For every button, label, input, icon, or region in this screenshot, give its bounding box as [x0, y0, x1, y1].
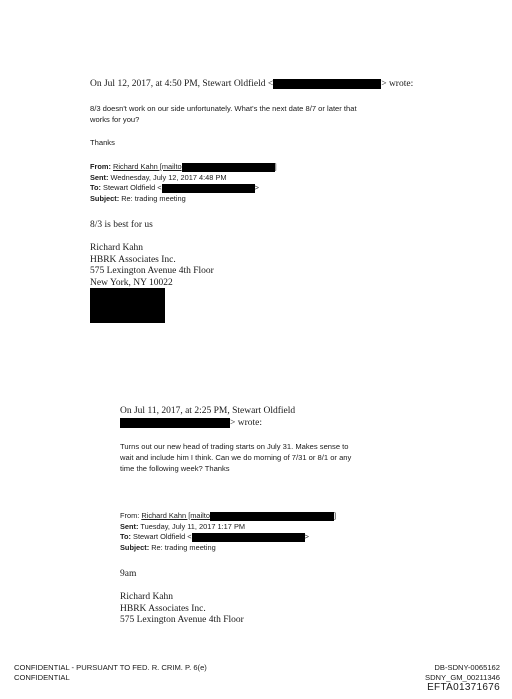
email2-header-block [120, 511, 336, 553]
email1-signature: Richard Kahn HBRK Associates Inc. 575 Lexington Avenue 4th Floor New York, NY 10022 [90, 243, 214, 288]
redaction [192, 533, 305, 542]
email2-subject-line: Subject: Re: trading meeting [120, 542, 216, 552]
email1-from-line: From: Richard Kahn [mailto ] [90, 162, 277, 171]
email1-to-line: To: Stewart Oldfield < > [90, 183, 259, 192]
email1-thanks: Thanks [90, 138, 115, 147]
redaction [182, 163, 275, 172]
email2-signature: Richard Kahn HBRK Associates Inc. 575 Lexington Avenue 4th Floor [120, 592, 244, 625]
email2-to-line: To: Stewart Oldfield < > [120, 532, 309, 541]
email2-quote-line: On Jul 11, 2017, at 2:25 PM, Stewart Oldfield > wrote: [120, 406, 296, 428]
email2-sent-line: Sent: Tuesday, July 11, 2017 1:17 PM [120, 521, 246, 531]
footer-left: CONFIDENTIAL - PURSUANT TO FED. R. CRIM. P. 6(e) CONFIDENTIAL [14, 663, 207, 682]
redaction [90, 288, 165, 323]
email2-body: Turns out our new head of trading starts on July 31. Makes sense to wait and include him I think. Can we do morning of 7/31 or 8/1 or any time the following week? Thanks [120, 442, 352, 473]
bates-number: EFTA01371676 [427, 682, 500, 693]
redaction [162, 184, 255, 193]
redaction [210, 512, 334, 521]
email1-subject-line: Subject: Re: trading meeting [90, 193, 186, 203]
footer-right: DB-SDNY-0065162 SDNY_GM_00211346 EFTA01371676 [425, 663, 500, 693]
redaction [120, 418, 230, 428]
email1-sent-line: Sent: Wednesday, July 12, 2017 4:48 PM [90, 172, 227, 182]
email1-body: 8/3 doesn't work on our side unfortunately. What's the next date 8/7 or later that works for you? [90, 104, 357, 124]
email1-reply: 8/3 is best for us [90, 220, 153, 230]
email2-from-line: From: Richard Kahn [mailto ] [120, 511, 337, 520]
email1-quote-line: On Jul 12, 2017, at 4:50 PM, Stewart Oldfield < > wrote: [90, 79, 414, 90]
email1-header-block [90, 162, 277, 204]
email2-reply: 9am [120, 569, 137, 579]
redaction [273, 79, 381, 89]
